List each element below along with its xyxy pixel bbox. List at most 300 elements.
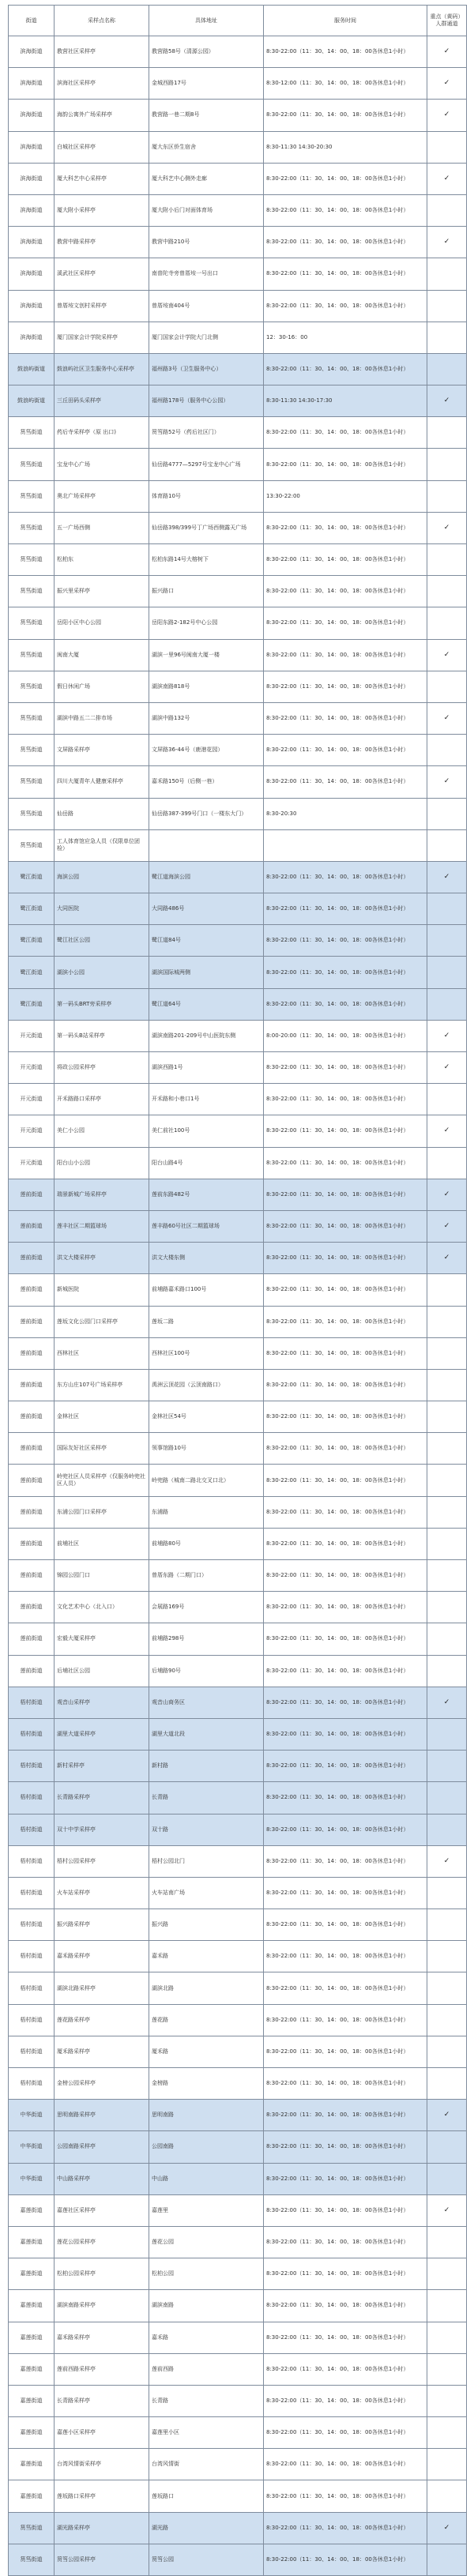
cell-service-time: 8:30-22:00（11：30、14：00、18：00各休息1小时） — [264, 893, 427, 925]
cell-service-time: 8:30-22:00（11：30、14：00、18：00各休息1小时） — [264, 1592, 427, 1623]
table-row — [9, 607, 467, 639]
cell-district: 梧村街道 — [9, 1972, 55, 2004]
cell-point-name: 教营社区采样亭 — [55, 36, 149, 68]
cell-address: 振兴路口 — [149, 576, 264, 607]
check-icon: ✓ — [443, 1031, 450, 1040]
cell-point-name: 海韵公寓外广场采样亭 — [55, 100, 149, 131]
cell-district: 筼筜街道 — [9, 544, 55, 576]
table-row — [9, 1243, 467, 1274]
cell-point-name: 厦大附小采样亭 — [55, 194, 149, 226]
cell-yellow-code-channel — [427, 1782, 467, 1814]
cell-service-time: 8:30-22:00（11：30、14：00、18：00各休息1小时） — [264, 2258, 427, 2290]
cell-yellow-code-channel — [427, 1751, 467, 1782]
cell-yellow-code-channel — [427, 1020, 467, 1051]
cell-district: 鼓浪屿街道 — [9, 385, 55, 417]
cell-address: 前埔路嘉禾路口100号 — [149, 1274, 264, 1306]
cell-yellow-code-channel — [427, 607, 467, 639]
cell-service-time: 8:30-22:00（11：30、14：00、18：00各休息1小时） — [264, 671, 427, 702]
cell-point-name: 嘉莲小区采样亭 — [55, 2417, 149, 2449]
cell-yellow-code-channel — [427, 2194, 467, 2226]
table-row — [9, 988, 467, 1020]
cell-service-time: 8:30-22:00（11：30、14：00、18：00各休息1小时） — [264, 100, 427, 131]
cell-district: 嘉莲街道 — [9, 2353, 55, 2385]
cell-service-time: 8:30-22:00（11：30、14：00、18：00各休息1小时） — [264, 1401, 427, 1433]
cell-yellow-code-channel — [427, 1909, 467, 1941]
cell-point-name: 宝龙中心广场 — [55, 449, 149, 480]
cell-address: 鹭江道64号 — [149, 988, 264, 1020]
cell-point-name: 西林社区 — [55, 1337, 149, 1369]
cell-address: 福州路3号（卫生服务中心） — [149, 353, 264, 385]
table-row — [9, 1496, 467, 1528]
cell-address: 莲丰路60号社区二期篮球场 — [149, 1210, 264, 1242]
cell-yellow-code-channel — [427, 449, 467, 480]
cell-address: 禹洲云顶花园（云顶南路口） — [149, 1369, 264, 1401]
cell-district: 嘉莲街道 — [9, 2290, 55, 2322]
cell-yellow-code-channel — [427, 100, 467, 131]
table-row — [9, 1877, 467, 1908]
cell-address: 东浦路 — [149, 1496, 264, 1528]
table-row — [9, 1845, 467, 1877]
cell-address: 嘉禾路150号（后侧一巷） — [149, 766, 264, 798]
sampling-points-table — [8, 5, 467, 2576]
table-row — [9, 1210, 467, 1242]
cell-yellow-code-channel — [427, 639, 467, 671]
cell-service-time: 8:30-22:00（11：30、14：00、18：00各休息1小时） — [264, 1052, 427, 1084]
table-row — [9, 2353, 467, 2385]
cell-point-name: 白城社区采样亭 — [55, 131, 149, 163]
cell-district: 中华街道 — [9, 2131, 55, 2163]
table-row — [9, 1814, 467, 1845]
header-service-time: 服务时间 — [264, 6, 427, 36]
cell-address: 台湾风情街 — [149, 2449, 264, 2480]
cell-service-time: 8:30-22:00（11：30、14：00、18：00各休息1小时） — [264, 1306, 427, 1337]
cell-point-name: 厦禾路采样亭 — [55, 2036, 149, 2067]
cell-point-name: 莲坂文化公园门口采样亭 — [55, 1306, 149, 1337]
cell-address: 梧村公园北门 — [149, 1845, 264, 1877]
cell-address: 湖滨一里96号闽南大厦一楼 — [149, 639, 264, 671]
cell-point-name: 振兴里采样亭 — [55, 576, 149, 607]
cell-point-name: 阳台山小公园 — [55, 1147, 149, 1179]
cell-yellow-code-channel — [427, 1592, 467, 1623]
cell-district: 鼓浪屿街道 — [9, 353, 55, 385]
cell-yellow-code-channel — [427, 1369, 467, 1401]
table-row — [9, 671, 467, 702]
cell-district: 开元街道 — [9, 1020, 55, 1051]
cell-service-time: 8:30-22:00（11：30、14：00、18：00各休息1小时） — [264, 1909, 427, 1941]
cell-address: 金林社区54号 — [149, 1401, 264, 1433]
cell-address: 西林社区100号 — [149, 1337, 264, 1369]
cell-service-time: 8:30-22:00（11：30、14：00、18：00各休息1小时） — [264, 1337, 427, 1369]
header-district: 街道 — [9, 6, 55, 36]
cell-yellow-code-channel — [427, 512, 467, 543]
cell-yellow-code-channel — [427, 1274, 467, 1306]
cell-district: 滨海街道 — [9, 100, 55, 131]
table-row — [9, 861, 467, 893]
cell-service-time: 8:30-22:00（11：30、14：00、18：00各休息1小时） — [264, 227, 427, 258]
check-icon: ✓ — [443, 111, 450, 119]
cell-service-time: 8:30-22:00（11：30、14：00、18：00各休息1小时） — [264, 512, 427, 543]
table-row — [9, 1528, 467, 1559]
cell-yellow-code-channel — [427, 2100, 467, 2131]
cell-district: 筼筜街道 — [9, 417, 55, 449]
cell-service-time: 8:30-22:00（11：30、14：00、18：00各休息1小时） — [264, 576, 427, 607]
cell-service-time: 8:30-22:00（11：30、14：00、18：00各休息1小时） — [264, 2131, 427, 2163]
cell-district: 鹭江街道 — [9, 957, 55, 988]
cell-point-name: 岭兜社区人员采样亭（仅服务岭兜社区人员） — [55, 1465, 149, 1496]
cell-yellow-code-channel — [427, 2226, 467, 2258]
check-icon: ✓ — [443, 1126, 450, 1135]
table-row — [9, 1560, 467, 1592]
cell-address: 湖滨西路1号 — [149, 1052, 264, 1084]
cell-point-name: 金林社区 — [55, 1401, 149, 1433]
cell-service-time: 8:30-22:00（11：30、14：00、18：00各休息1小时） — [264, 2322, 427, 2353]
cell-yellow-code-channel — [427, 798, 467, 829]
cell-address: 湖光路 — [149, 2512, 264, 2544]
check-icon: ✓ — [443, 1190, 450, 1198]
cell-service-time: 8:30-22:00（11：30、14：00、18：00各休息1小时） — [264, 1274, 427, 1306]
table-row — [9, 1623, 467, 1655]
cell-service-time: 8:30-22:00（11：30、14：00、18：00各休息1小时） — [264, 2449, 427, 2480]
cell-district: 筼筜街道 — [9, 607, 55, 639]
cell-address: 湖滨中路132号 — [149, 702, 264, 734]
cell-address: 体育路10号 — [149, 480, 264, 512]
cell-district: 筼筜街道 — [9, 480, 55, 512]
cell-yellow-code-channel — [427, 353, 467, 385]
cell-point-name: 湖滨南路采样亭 — [55, 2290, 149, 2322]
table-row — [9, 1306, 467, 1337]
cell-address: 福州路178号（服务中心公园） — [149, 385, 264, 417]
cell-yellow-code-channel — [427, 1845, 467, 1877]
check-icon: ✓ — [443, 523, 450, 532]
table-row — [9, 449, 467, 480]
cell-yellow-code-channel — [427, 1528, 467, 1559]
cell-district: 筼筜街道 — [9, 576, 55, 607]
cell-district: 筼筜街道 — [9, 671, 55, 702]
cell-address: 火车站南广场 — [149, 1877, 264, 1908]
cell-district: 筼筜街道 — [9, 2544, 55, 2575]
cell-point-name: 药后寺采样亭（原 出口) — [55, 417, 149, 449]
cell-service-time: 8:30-22:00（11：30、14：00、18：00各休息1小时） — [264, 1687, 427, 1718]
table-row — [9, 1972, 467, 2004]
cell-service-time: 8:30-22:00（11：30、14：00、18：00各休息1小时） — [264, 1465, 427, 1496]
table-row — [9, 2068, 467, 2100]
cell-point-name: 第一码头BRT旁采样亭 — [55, 988, 149, 1020]
cell-point-name: 后埔社区公园 — [55, 1655, 149, 1687]
cell-yellow-code-channel — [427, 1306, 467, 1337]
cell-service-time: 8:30-22:00（11：30、14：00、18：00各休息1小时） — [264, 1115, 427, 1147]
cell-address: 岭兜路（城南二路北交叉口北） — [149, 1465, 264, 1496]
cell-yellow-code-channel — [427, 1337, 467, 1369]
cell-service-time: 8:30-22:00（11：30、14：00、18：00各休息1小时） — [264, 1433, 427, 1465]
cell-service-time: 8:30-22:00（11：30、14：00、18：00各休息1小时） — [264, 1243, 427, 1274]
cell-yellow-code-channel — [427, 1496, 467, 1528]
table-row — [9, 1369, 467, 1401]
cell-service-time: 8:30-22:00（11：30、14：00、18：00各休息1小时） — [264, 194, 427, 226]
cell-service-time: 8:30-22:00（11：30、14：00、18：00各休息1小时） — [264, 1496, 427, 1528]
cell-address: 仙岳路4777—5297号宝龙中心广场 — [149, 449, 264, 480]
table-row — [9, 639, 467, 671]
cell-point-name: 海滨公园 — [55, 861, 149, 893]
cell-service-time: 8:30-22:00（11：30、14：00、18：00各休息1小时） — [264, 861, 427, 893]
header-yellow-code-channel: 重点（黄码）人群通道 — [427, 6, 467, 36]
check-icon: ✓ — [443, 47, 450, 56]
table-row — [9, 2449, 467, 2480]
cell-service-time: 8:30-22:00（11：30、14：00、18：00各休息1小时） — [264, 544, 427, 576]
table-row — [9, 353, 467, 385]
table-row — [9, 1401, 467, 1433]
check-icon: ✓ — [443, 1222, 450, 1231]
table-row — [9, 194, 467, 226]
cell-district: 嘉莲街道 — [9, 2194, 55, 2226]
cell-yellow-code-channel — [427, 480, 467, 512]
cell-service-time: 8:30-22:00（11：30、14：00、18：00各休息1小时） — [264, 988, 427, 1020]
cell-service-time: 8:30-22:00（11：30、14：00、18：00各休息1小时） — [264, 2385, 427, 2416]
cell-yellow-code-channel — [427, 2068, 467, 2100]
cell-yellow-code-channel — [427, 1972, 467, 2004]
table-row — [9, 68, 467, 100]
cell-yellow-code-channel — [427, 2385, 467, 2416]
cell-point-name: 文化艺术中心（北入口） — [55, 1592, 149, 1623]
cell-yellow-code-channel — [427, 988, 467, 1020]
table-row — [9, 2226, 467, 2258]
cell-district: 嘉莲街道 — [9, 2322, 55, 2353]
cell-yellow-code-channel — [427, 2353, 467, 2385]
cell-address: 开禾路和小巷口1号 — [149, 1084, 264, 1115]
cell-service-time: 8:30-22:00（11：30、14：00、18：00各休息1小时） — [264, 1877, 427, 1908]
cell-district: 筼筜街道 — [9, 766, 55, 798]
check-icon: ✓ — [443, 1254, 450, 1262]
cell-yellow-code-channel — [427, 1465, 467, 1496]
cell-service-time: 8:30-22:00（11：30、14：00、18：00各休息1小时） — [264, 1210, 427, 1242]
cell-district: 嘉莲街道 — [9, 2480, 55, 2512]
cell-address: 新村路 — [149, 1751, 264, 1782]
cell-point-name: 厦大科艺中心采样亭 — [55, 163, 149, 194]
cell-address: 鹭江道海滨公园 — [149, 861, 264, 893]
cell-district: 莲前街道 — [9, 1306, 55, 1337]
cell-point-name: 新城医院 — [55, 1274, 149, 1306]
table-row — [9, 163, 467, 194]
cell-point-name: 国际友好社区采样亭 — [55, 1433, 149, 1465]
cell-service-time: 8:30-22:00（11：30、14：00、18：00各休息1小时） — [264, 607, 427, 639]
cell-point-name: 开禾路路口采样亭 — [55, 1084, 149, 1115]
cell-point-name: 仙岳路 — [55, 798, 149, 829]
cell-point-name: 奥北广场采样亭 — [55, 480, 149, 512]
cell-point-name: 溪武社区采样亭 — [55, 258, 149, 290]
cell-service-time: 8:30-22:00（11：30、14：00、18：00各休息1小时） — [264, 1845, 427, 1877]
cell-point-name: 新村采样亭 — [55, 1751, 149, 1782]
cell-district: 筼筜街道 — [9, 798, 55, 829]
cell-address: 松柏公园 — [149, 2258, 264, 2290]
cell-point-name: 湖滨中路五二二排市场 — [55, 702, 149, 734]
check-icon: ✓ — [443, 79, 450, 88]
check-icon: ✓ — [443, 397, 450, 405]
cell-service-time: 8:30-22:00（11：30、14：00、18：00各休息1小时） — [264, 1782, 427, 1814]
cell-yellow-code-channel — [427, 2163, 467, 2194]
cell-address: 会展路169号 — [149, 1592, 264, 1623]
cell-address: 湖滨北路 — [149, 1972, 264, 2004]
cell-district: 莲前街道 — [9, 1623, 55, 1655]
cell-point-name: 梧村公园采样亭 — [55, 1845, 149, 1877]
table-row — [9, 2512, 467, 2544]
cell-point-name: 湖光路采样亭 — [55, 2512, 149, 2544]
cell-point-name: 莲花路采样亭 — [55, 2004, 149, 2036]
cell-yellow-code-channel — [427, 68, 467, 100]
cell-yellow-code-channel — [427, 1941, 467, 1972]
cell-address: 中山路 — [149, 2163, 264, 2194]
cell-district: 莲前街道 — [9, 1496, 55, 1528]
header-row — [9, 6, 467, 36]
cell-point-name: 湖里大道采样亭 — [55, 1718, 149, 1750]
cell-point-name: 双十中学采样亭 — [55, 1814, 149, 1845]
cell-address: 金榜路 — [149, 2068, 264, 2100]
cell-service-time: 8:30-22:00（11：30、14：00、18：00各休息1小时） — [264, 2163, 427, 2194]
cell-service-time: 8:30-22:00（11：30、14：00、18：00各休息1小时） — [264, 449, 427, 480]
cell-address: 松柏东路14号大榕树下 — [149, 544, 264, 576]
cell-address: 厦大附小后门对面体育场 — [149, 194, 264, 226]
cell-point-name: 岳阳小区中心公园 — [55, 607, 149, 639]
cell-yellow-code-channel — [427, 671, 467, 702]
cell-address: 湖滨南路201-209号中山医院东侧 — [149, 1020, 264, 1051]
cell-point-name: 长青路采样亭 — [55, 1782, 149, 1814]
cell-district: 筼筜街道 — [9, 2512, 55, 2544]
cell-address: 莲花公园 — [149, 2226, 264, 2258]
cell-point-name: 莲花公园采样亭 — [55, 2226, 149, 2258]
cell-service-time: 8:30-22:00（11：30、14：00、18：00各休息1小时） — [264, 1147, 427, 1179]
cell-district: 莲前街道 — [9, 1528, 55, 1559]
cell-district: 嘉莲街道 — [9, 2258, 55, 2290]
table-row — [9, 1020, 467, 1051]
check-icon: ✓ — [443, 2206, 450, 2214]
table-row — [9, 893, 467, 925]
table-row — [9, 2194, 467, 2226]
cell-district: 莲前街道 — [9, 1560, 55, 1592]
cell-yellow-code-channel — [427, 2322, 467, 2353]
cell-district: 莲前街道 — [9, 1210, 55, 1242]
cell-address: 曾厝垵南404号 — [149, 290, 264, 322]
cell-point-name: 鼓浪屿社区卫生服务中心采样亭 — [55, 353, 149, 385]
table-row — [9, 322, 467, 353]
cell-point-name: 前埔社区 — [55, 1528, 149, 1559]
cell-service-time: 8:30-22:00（11：30、14：00、18：00各休息1小时） — [264, 2004, 427, 2036]
cell-service-time: 8:30-22:00（11：30、14：00、18：00各休息1小时） — [264, 163, 427, 194]
cell-district: 梧村街道 — [9, 1751, 55, 1782]
cell-yellow-code-channel — [427, 385, 467, 417]
cell-service-time: 8:30-22:00（11：30、14：00、18：00各休息1小时） — [264, 1528, 427, 1559]
cell-point-name: 假日休闲广场 — [55, 671, 149, 702]
cell-point-name: 东方山庄107号广场采样亭 — [55, 1369, 149, 1401]
cell-district: 嘉莲街道 — [9, 2226, 55, 2258]
cell-district: 梧村街道 — [9, 2004, 55, 2036]
cell-service-time: 8:30-22:00（11：30、14：00、18：00各休息1小时） — [264, 2417, 427, 2449]
cell-point-name: 五一广场西侧 — [55, 512, 149, 543]
cell-yellow-code-channel — [427, 861, 467, 893]
cell-yellow-code-channel — [427, 322, 467, 353]
cell-yellow-code-channel — [427, 2290, 467, 2322]
table-row — [9, 2322, 467, 2353]
cell-point-name: 瑞景新城广场采样亭 — [55, 1179, 149, 1210]
cell-address: 莲前东路482号 — [149, 1179, 264, 1210]
cell-address: 前埔路298号 — [149, 1623, 264, 1655]
cell-yellow-code-channel — [427, 1243, 467, 1274]
cell-yellow-code-channel — [427, 2449, 467, 2480]
cell-service-time: 8:30-22:00（11：30、14：00、18：00各休息1小时） — [264, 2068, 427, 2100]
cell-point-name: 火车站采样亭 — [55, 1877, 149, 1908]
cell-district: 滨海街道 — [9, 163, 55, 194]
cell-point-name: 筼筜公园采样亭 — [55, 2544, 149, 2575]
table-row — [9, 512, 467, 543]
check-icon: ✓ — [443, 650, 450, 659]
cell-service-time — [264, 829, 427, 861]
cell-district: 莲前街道 — [9, 1179, 55, 1210]
cell-district: 梧村街道 — [9, 1877, 55, 1908]
cell-address: 厦门国家会计学院大门北侧 — [149, 322, 264, 353]
cell-district: 滨海街道 — [9, 258, 55, 290]
table-body — [9, 36, 467, 2576]
cell-district: 筼筜街道 — [9, 829, 55, 861]
check-icon: ✓ — [443, 1698, 450, 1706]
cell-service-time: 8:30-22:00（11：30、14：00、18：00各休息1小时） — [264, 2544, 427, 2575]
cell-district: 鹭江街道 — [9, 893, 55, 925]
table-row — [9, 1687, 467, 1718]
cell-point-name: 东浦公园门口采样亭 — [55, 1496, 149, 1528]
cell-address: 后埔路90号 — [149, 1655, 264, 1687]
table-row — [9, 1084, 467, 1115]
cell-yellow-code-channel — [427, 2417, 467, 2449]
cell-district: 莲前街道 — [9, 1337, 55, 1369]
cell-service-time: 8:30-22:00（11：30、14：00、18：00各休息1小时） — [264, 2226, 427, 2258]
cell-district: 中华街道 — [9, 2163, 55, 2194]
cell-point-name: 第一码头B站采样亭 — [55, 1020, 149, 1051]
cell-district: 梧村街道 — [9, 2036, 55, 2067]
table-row — [9, 735, 467, 766]
table-row — [9, 2544, 467, 2575]
cell-yellow-code-channel — [427, 258, 467, 290]
cell-yellow-code-channel — [427, 925, 467, 957]
cell-address: 阳台山路4号 — [149, 1147, 264, 1179]
table-row — [9, 1592, 467, 1623]
table-row — [9, 258, 467, 290]
table-row — [9, 417, 467, 449]
table-row — [9, 385, 467, 417]
cell-service-time: 8:30-22:00（11：30、14：00、18：00各休息1小时） — [264, 36, 427, 68]
cell-point-name: 嘉莲社区采样亭 — [55, 2194, 149, 2226]
cell-address: 教营路一巷二期8号 — [149, 100, 264, 131]
cell-yellow-code-channel — [427, 163, 467, 194]
cell-point-name: 嘉禾路采样亭 — [55, 2322, 149, 2353]
header-address: 具体地址 — [149, 6, 264, 36]
table-row — [9, 1782, 467, 1814]
cell-district: 鹭江街道 — [9, 925, 55, 957]
cell-service-time: 8:30-22:00（11：30、14：00、18：00各休息1小时） — [264, 2512, 427, 2544]
table-row — [9, 2417, 467, 2449]
cell-yellow-code-channel — [427, 1655, 467, 1687]
cell-service-time: 8:30-20:30 — [264, 798, 427, 829]
cell-district: 莲前街道 — [9, 1274, 55, 1306]
cell-point-name: 大同医院 — [55, 893, 149, 925]
table-row — [9, 1941, 467, 1972]
cell-point-name: 工人体育馆应急人员（仅限单位团检） — [55, 829, 149, 861]
cell-yellow-code-channel — [427, 1877, 467, 1908]
cell-address: 文屏路36-44号（鹿港花园） — [149, 735, 264, 766]
cell-yellow-code-channel — [427, 1560, 467, 1592]
cell-district: 莲前街道 — [9, 1465, 55, 1496]
cell-point-name: 莲前西路采样亭 — [55, 2353, 149, 2385]
cell-address: 金城西路17号 — [149, 68, 264, 100]
cell-yellow-code-channel — [427, 1433, 467, 1465]
cell-district: 梧村街道 — [9, 1845, 55, 1877]
cell-service-time: 8:30-22:00（11：30、14：00、18：00各休息1小时） — [264, 1814, 427, 1845]
cell-point-name: 振兴路采样亭 — [55, 1909, 149, 1941]
